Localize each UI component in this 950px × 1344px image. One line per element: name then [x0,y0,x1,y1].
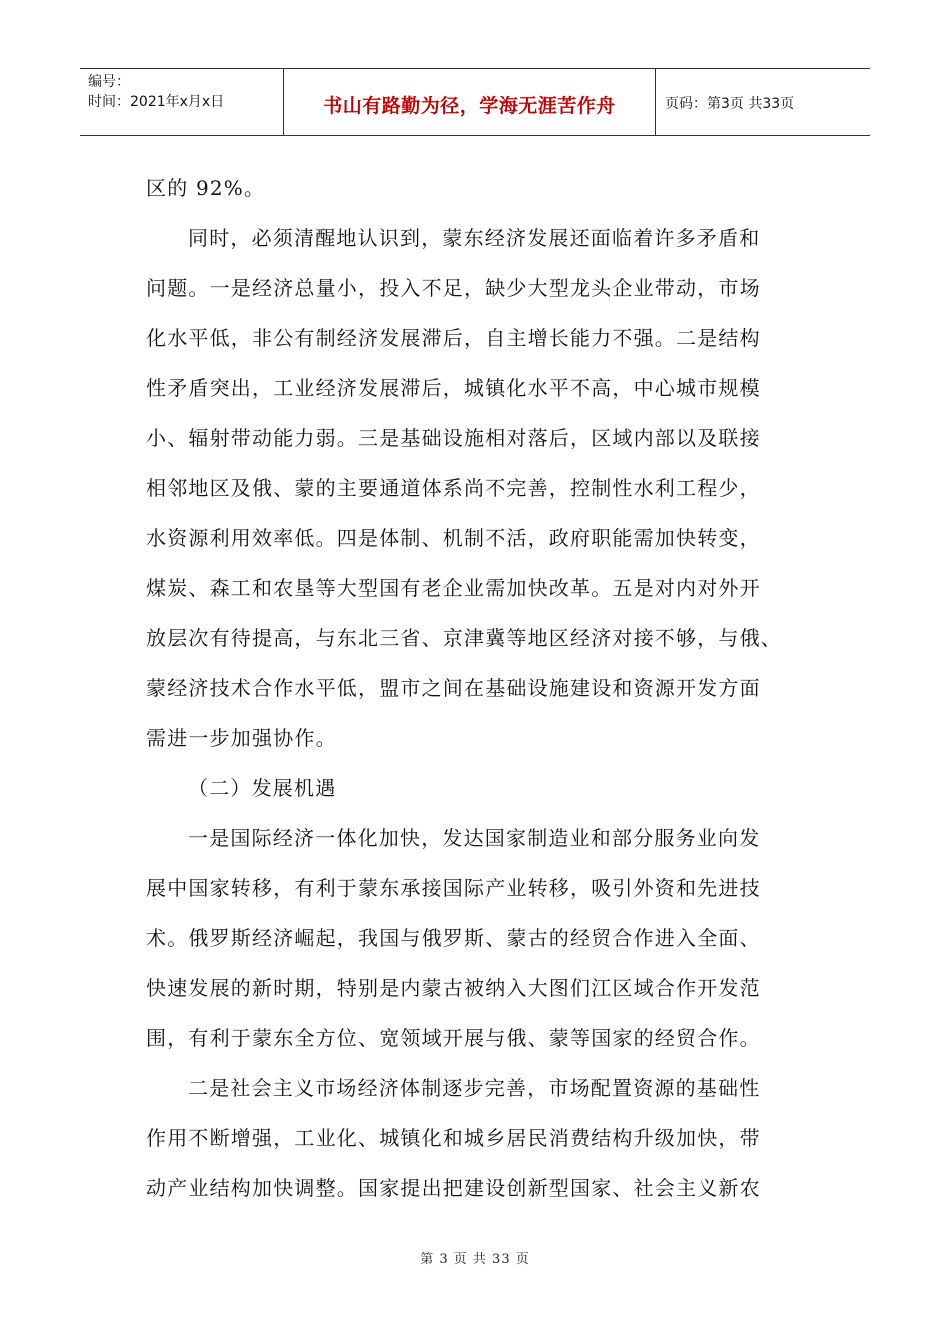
body-line: 展中国家转移，有利于蒙东承接国际产业转移，吸引外资和先进技 [146,876,761,900]
document-number-label: 编号： [88,74,130,90]
body-line: 煤炭、森工和农垦等大型国有老企业需加快改革。五是对内对外开 [146,576,761,600]
body-line: 一是国际经济一体化加快，发达国家制造业和部分服务业向发 [188,826,761,850]
body-line: 需进一步加强协作。 [146,726,337,750]
section-heading: （二）发展机遇 [188,776,337,800]
body-line: 相邻地区及俄、蒙的主要通道体系尚不完善，控制性水利工程少， [146,476,761,500]
header-motto: 书山有路勤为径，学海无涯苦作舟 [323,95,616,117]
body-line: 蒙经济技术合作水平低，盟市之间在基础设施建设和资源开发方面 [146,676,761,700]
header-motto-cell [284,69,656,135]
body-line: 术。俄罗斯经济崛起，我国与俄罗斯、蒙古的经贸合作进入全面、 [146,926,761,950]
body-line: 性矛盾突出，工业经济发展滞后，城镇化水平不高，中心城市规模 [146,376,761,400]
document-header [80,68,870,136]
body-line: 问题。一是经济总量小，投入不足，缺少大型龙头企业带动，市场 [146,276,761,300]
page-footer: 第 3 页 共 33 页 [420,1252,530,1267]
body-line: 水资源利用效率低。四是体制、机制不活，政府职能需加快转变， [146,526,761,550]
body-line: 同时，必须清醒地认识到，蒙东经济发展还面临着许多矛盾和 [188,226,761,250]
body-line: 作用不断增强，工业化、城镇化和城乡居民消费结构升级加快，带 [146,1126,761,1150]
header-page-info: 页码：第3页 共33页 [665,96,795,112]
document-date-label: 时间：2021年x月x日 [88,94,225,110]
body-line: 区的 92%。 [146,176,266,200]
body-line: 二是社会主义市场经济体制逐步完善，市场配置资源的基础性 [188,1076,761,1100]
body-line: 小、辐射带动能力弱。三是基础设施相对落后，区域内部以及联接 [146,426,761,450]
header-meta-cell [80,69,284,135]
document-body [146,163,836,1213]
header-page-cell [656,69,870,135]
body-line: 化水平低，非公有制经济发展滞后，自主增长能力不强。二是结构 [146,326,761,350]
body-line: 动产业结构加快调整。国家提出把建设创新型国家、社会主义新农 [146,1176,761,1200]
body-line: 放层次有待提高，与东北三省、京津冀等地区经济对接不够，与俄、 [146,626,782,650]
body-line: 围，有利于蒙东全方位、宽领域开展与俄、蒙等国家的经贸合作。 [146,1026,761,1050]
body-line: 快速发展的新时期，特别是内蒙古被纳入大图们江区域合作开发范 [146,976,761,1000]
